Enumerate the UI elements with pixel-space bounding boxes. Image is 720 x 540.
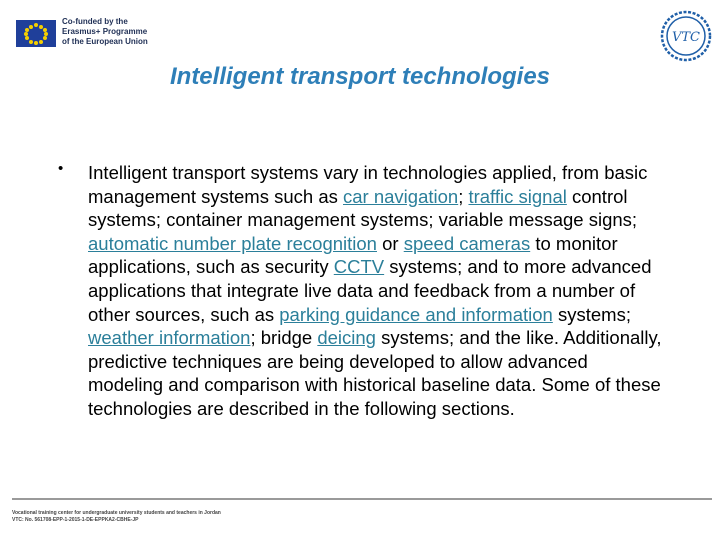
- text-segment: ;: [458, 185, 469, 207]
- link-cctv[interactable]: CCTV: [333, 256, 385, 278]
- link-weather-information[interactable]: weather information: [88, 327, 251, 349]
- text-segment: systems; and the like. Additionally, predictive techniques are being developed to allow advanced modeling and comparison with historical baseline data. Some of these technologies are described in the following sections.: [88, 327, 662, 419]
- vtc-logo-icon: [660, 10, 712, 62]
- text-segment: systems; and to more advanced applications that integrate live data and feedback from a number of other sources, such as: [88, 256, 652, 325]
- footer-divider: [12, 498, 712, 500]
- bullet-paragraph: [88, 161, 668, 421]
- funding-statement: [62, 17, 148, 47]
- link-speed-cameras[interactable]: speed cameras: [403, 232, 531, 254]
- link-car-navigation[interactable]: car navigation: [343, 185, 459, 207]
- text-segment: control systems; container management systems; variable message signs;: [88, 185, 638, 231]
- text-segment: to monitor applications, such as security: [88, 232, 618, 278]
- text-segment: or: [376, 232, 404, 254]
- funding-line-2: Erasmus+ Programme: [62, 27, 148, 36]
- slide-title: Intelligent transport technologies: [169, 63, 551, 90]
- footer: [12, 510, 221, 524]
- vtc-logo-text: VTC: [671, 30, 701, 45]
- link-deicing[interactable]: deicing: [317, 327, 376, 349]
- bullet-marker: •: [58, 160, 64, 177]
- text-segment: Intelligent transport systems vary in technologies applied, from basic management systems such as: [88, 162, 648, 207]
- link-automatic-number-plate-recognition[interactable]: automatic number plate recognition: [88, 232, 377, 254]
- link-parking-guidance[interactable]: parking guidance and information: [279, 303, 553, 325]
- text-segment: systems;: [552, 303, 631, 325]
- eu-flag-icon: [16, 20, 56, 47]
- link-traffic-signal[interactable]: traffic signal: [468, 185, 567, 207]
- footer-line-1: Vocational training center for undergraduate university students and teachers in Jordan: [12, 510, 221, 516]
- funding-line-1: Co-funded by the: [62, 17, 128, 26]
- funding-line-3: of the European Union: [62, 37, 148, 46]
- footer-line-2: VTC: No. 561708-EPP-1-2015-1-DE-EPPKA2-CBHE-JP: [12, 517, 139, 523]
- text-segment: ; bridge: [250, 327, 318, 349]
